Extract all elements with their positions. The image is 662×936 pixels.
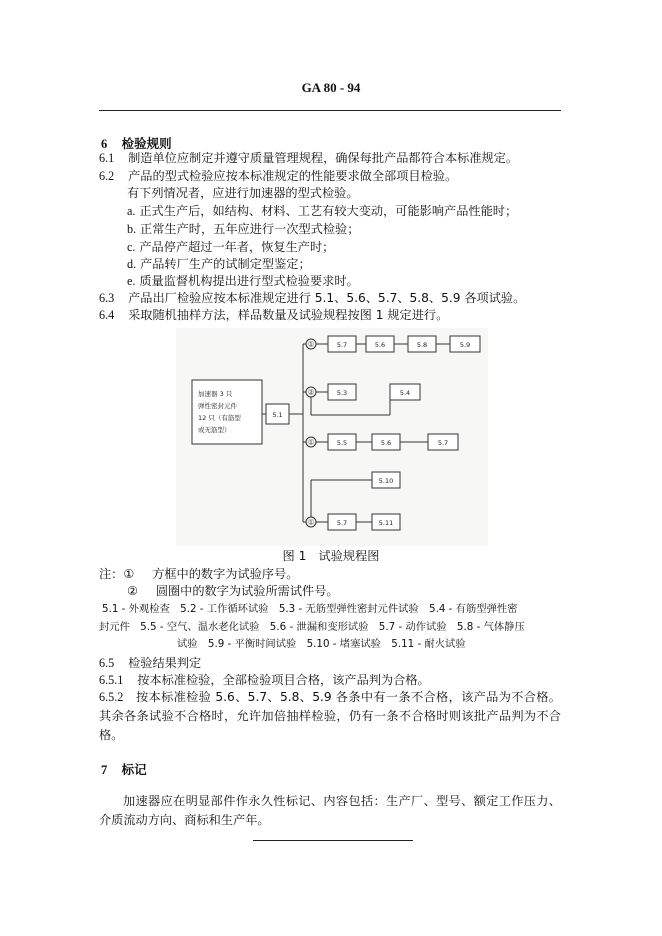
clause-6-5-2: 6.5.2 按本标准检验 5.6、5.7、5.8、5.9 各条中有一条不合格，该产品为不合格。其余各条试验不合格时，允许加倍抽样检验，仍有一条不合格时则该批产品判为不合格。 [99,690,561,742]
case-item: d. 产品转厂生产的试制定型鉴定； [127,257,311,271]
clause-6-4: 6.4 采取随机抽样方法，样品数量及试验规程按图 1 规定进行。 [99,308,449,322]
clause-6-5: 6.5 检验结果判定 [99,656,202,670]
clause-6-2-intro: 有下列情况者，应进行加速器的型式检验。 [127,186,359,200]
legend-line: 封元件 5.5 - 空气、温水老化试验 5.6 - 泄漏和变形试验 5.7 - 动作试验 5.8 - 气体静压 [99,621,525,633]
note-1-mark: ① [123,567,135,581]
note-2: ② 圆圈中的数字为试验所需试件号。 [127,584,339,598]
note-label: 注： [99,567,124,581]
row4-box-label: 5.7 [336,519,348,527]
clause-6-1: 6.1 制造单位应制定并遵守质量管理规程，确保每批产品都符合本标准规定。 [99,151,519,165]
case-item: c. 产品停产超过一年者，恢复生产时； [127,240,335,254]
test-procedure-diagram [176,328,488,546]
row1-box-label: 5.8 [416,341,428,349]
section6-number: 6 [101,137,108,151]
row4-circle-label: ① [307,518,315,527]
row1-box-label: 5.6 [374,341,386,349]
end-rule [253,840,413,841]
standard-code: GA 80 - 94 [301,80,361,95]
case-item: a. 正式生产后，如结构、材料、工艺有较大变动，可能影响产品性能时； [127,204,518,218]
legend-line: 试验 5.9 - 平衡时间试验 5.10 - 堵塞试验 5.11 - 耐火试验 [177,638,466,650]
section7-heading: 7 标记 [101,762,147,777]
clause-6-3: 6.3 产品出厂检验应按本标准规定进行 5.1、5.6、5.7、5.8、5.9 各项试验。 [99,291,526,305]
source-line: 弹性密封元件 [198,402,237,410]
clause-6-2: 6.2 产品的型式检验应按本标准规定的性能要求做全部项目检验。 [99,169,458,183]
row3-box-label: 5.5 [336,439,348,447]
note-1: 注：① 方框中的数字为试验序号。 [99,567,299,581]
section6-title: 检验规则 [121,136,172,151]
source-line: 12 只（有筋型 [198,414,241,422]
figure-caption: 图 1 试验规程图 [282,549,380,563]
legend-line: 5.1 - 外观检查 5.2 - 工作循环试验 5.3 - 无筋型弹性密封元件试验 5.4 - 有筋型弹性密 [102,603,518,615]
clause-6-5-1: 6.5.1 按本标准检验，全部检验项目合格，该产品判为合格。 [99,673,430,687]
row3-box-label: 5.6 [380,439,392,447]
start-box-label: 5.1 [272,411,283,419]
row4-top-box-label: 5.10 [378,477,394,485]
row3-box-label: 5.7 [437,439,449,447]
row4-box-label: 5.11 [378,519,394,527]
case-item: b. 正常生产时，五年应进行一次型式检验； [127,222,360,236]
row3-circle-label: ① [307,438,315,447]
case-item: e. 质量监督机构提出进行型式检验要求时。 [127,274,359,288]
header-rule [99,110,561,111]
row1-box-label: 5.9 [459,341,471,349]
row2-box-label: 5.4 [399,389,411,397]
section7-paragraph: 加速器应在明显部件作永久性标记、内容包括：生产厂、型号、额定工作压力、介质流动方向、商标和生产年。 [99,794,561,827]
source-line: 或无筋型） [198,426,231,434]
row1-circle-label: ① [307,340,315,349]
note-2-mark: ② [127,584,138,598]
row1-box-label: 5.7 [336,341,348,349]
row2-circle-label: ② [307,388,315,397]
row2-box-label: 5.3 [336,389,348,397]
source-line: 加速器 3 只 [198,390,233,398]
